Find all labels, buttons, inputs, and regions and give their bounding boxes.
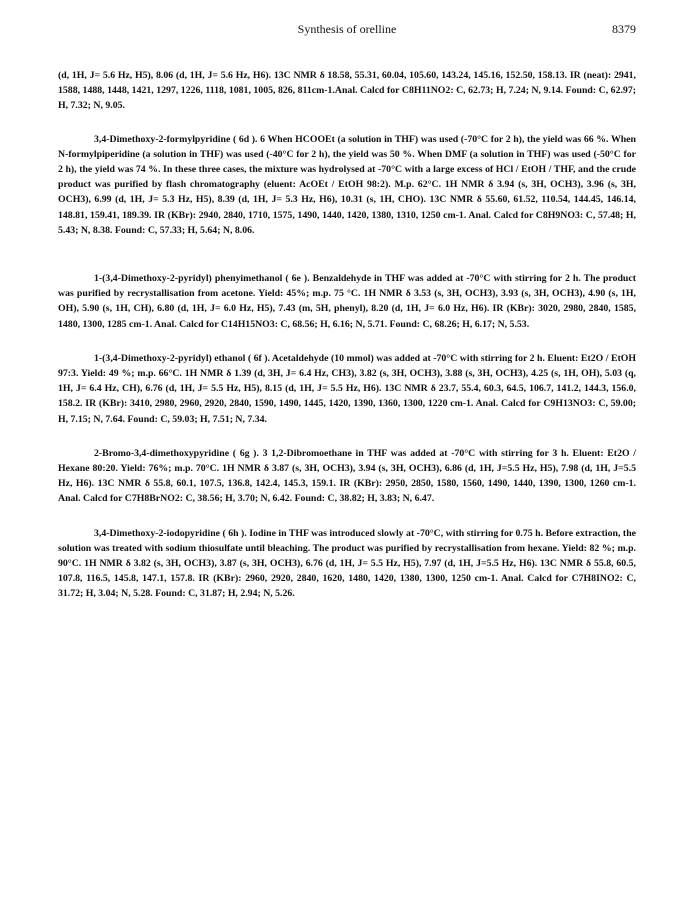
compound-heading: 1-(3,4-Dimethoxy-2-pyridyl) phenyimethanol ( 6e ). [94, 273, 310, 285]
paragraph-6e [58, 271, 636, 332]
paragraph-text: (d, 1H, J= 5.6 Hz, H5), 8.06 (d, 1H, J= 5.6 Hz, H6). 13C NMR δ 18.58, 55.31, 60.04, 105.60, 143.24, 145.16, 152.50, 158.13. IR (neat): 2941, 1588, 1488, 1448, 1421, 1297, 1226, 1118, 1081, 1005, 826, 811cm-1.Anal. Calcd for C8H11NO2: C, 62.73; H, 7.24; N, 9.14. Found: C, 62.97; H, 7.32; N, 9.05. [58, 70, 636, 112]
paragraph-text: Acetaldehyde (10 mmol) was added at -70°C with stirring for 2 h. Eluent: Et2O / EtOH 97:3. Yield: 49 %; m.p. 66°C. 1H NMR δ 1.39 (d, 3H, J= 6.4 Hz, CH3), 3.82 (s, 3H, OCH3), 3.88 (s, 3H, OCH3), 4.25 (s, 1H, OH), 5.03 (q, 1H, J= 6.4 Hz, CH), 6.76 (d, 1H, J= 5.5 Hz, H5), 8.15 (d, 1H, J= 5.5 Hz, H6). 13C NMR δ 23.7, 55.4, 60.3, 64.5, 106.7, 141.2, 144.3, 156.0, 158.2. IR (KBr): 3410, 2980, 2960, 2920, 2840, 1590, 1490, 1445, 1420, 1390, 1360, 1300, 1220 cm-1. Anal. Calcd for C9H13NO3: C, 59.00; H, 7.15; N, 7.64. Found: C, 59.03; H, 7.51; N, 7.34. [58, 352, 636, 425]
paragraph-text: 6 When HCOOEt (a solution in THF) was used (-70°C for 2 h), the yield was 66 %. When N-formylpiperidine (a solution in THF) was used (-40°C for 2 h), the yield was 50 %. When DMF (a solution in THF) was used (-50°C for 2 h), the yield was 74 %. In these three cases, the mixture was hydrolysed at -70°C with a large excess of HCl / EtOH / THF, and the crude product was purified by flash chromatography (eluent: AcOEt / EtOH 98:2). M.p. 62°C. 1H NMR δ 3.94 (s, 3H, OCH3), 3.96 (s, 3H, OCH3), 6.99 (d, 1H, J= 5.3 Hz, H5), 8.39 (d, 1H, J= 5.3 Hz, H6), 10.31 (s, 1H, CHO). 13C NMR δ 55.60, 61.52, 110.54, 144.45, 146.14, 148.81, 159.41, 189.39. IR (KBr): 2940, 2840, 1710, 1575, 1490, 1440, 1420, 1380, 1310, 1250 cm-1. Anal. Calcd for C8H9NO3: C, 57.48; H, 5.43; N, 8.38. Found: C, 57.33; H, 5.64; N, 8.06. [58, 133, 636, 236]
paragraph-6g [58, 446, 636, 507]
running-header [58, 22, 636, 40]
paragraph-text: 3 1,2-Dibromoethane in THF was added at -70°C with stirring for 3 h. Eluent: Et2O / Hexane 80:20. Yield: 76%; m.p. 70°C. 1H NMR δ 3.87 (s, 3H, OCH3), 3.94 (s, 3H, OCH3), 6.86 (d, 1H, J=5.5 Hz, H5), 7.98 (d, 1H, J=5.5 Hz, H6). 13C NMR δ 55.8, 60.1, 107.5, 136.8, 142.4, 145.3, 159.1. IR (KBr): 2950, 2850, 1580, 1560, 1490, 1440, 1390, 1300, 1260 cm-1. Anal. Calcd for C7H8BrNO2: C, 38.56; H, 3.70; N, 6.42. Found: C, 38.82; H, 3.83; N, 6.47. [58, 447, 636, 505]
document-page [58, 22, 636, 602]
running-title: Synthesis of orelline [297, 22, 397, 36]
paragraph-6h [58, 526, 636, 602]
compound-heading: 3,4-Dimethoxy-2-formylpyridine ( 6d ). [94, 133, 258, 145]
paragraph-text: Benzaldehyde in THF was added at -70°C with stirring for 2 h. The product was purified by recrystallisation from acetone. Yield: 45%; m.p. 75 °C. 1H NMR δ 3.53 (s, 3H, OCH3), 3.93 (s, 3H, OCH3), 4.90 (s, 1H, OH), 5.90 (s, 1H, CH), 6.80 (d, 1H, J= 6.0 Hz, H5), 7.43 (m, 5H, phenyl), 8.20 (d, 1H, J= 6.0 Hz, H6). IR (KBr): 3020, 2980, 2840, 1585, 1480, 1300, 1285 cm-1. Anal. Calcd for C14H15NO3: C, 68.56; H, 6.16; N, 5.71. Found: C, 68.26; H, 6.17; N, 5.53. [58, 273, 636, 330]
paragraph-6c-continued [58, 68, 636, 114]
compound-heading: 2-Bromo-3,4-dimethoxypyridine ( 6g ). [94, 447, 259, 459]
page-number: 8379 [612, 22, 636, 36]
paragraph-6d [58, 132, 636, 238]
compound-heading: 1-(3,4-Dimethoxy-2-pyridyl) ethanol ( 6f ). [94, 352, 270, 364]
paragraph-text: Iodine in THF was introduced slowly at -70°C, with stirring for 0.75 h. Before extraction, the solution was treated with sodium thiosulfate until bleaching. The product was purified by recrystallisation from hexane. Yield: 82 %; m.p. 90°C. 1H NMR δ 3.82 (s, 3H, OCH3), 3.87 (s, 3H, OCH3), 6.76 (d, 1H, J= 5.5 Hz, H5), 7.97 (d, 1H, J=5.5 Hz, H6). 13C NMR δ 55.8, 60.5, 107.8, 116.5, 145.8, 147.1, 157.8. IR (KBr): 2960, 2920, 2840, 1620, 1480, 1420, 1380, 1300, 1250 cm-1. Anal. Calcd for C7H8INO2: C, 31.72; H, 3.04; N, 5.28. Found: C, 31.87; H, 2.94; N, 5.26. [58, 527, 636, 600]
paragraph-6f [58, 351, 636, 427]
compound-heading: 3,4-Dimethoxy-2-iodopyridine ( 6h ). [94, 527, 247, 539]
